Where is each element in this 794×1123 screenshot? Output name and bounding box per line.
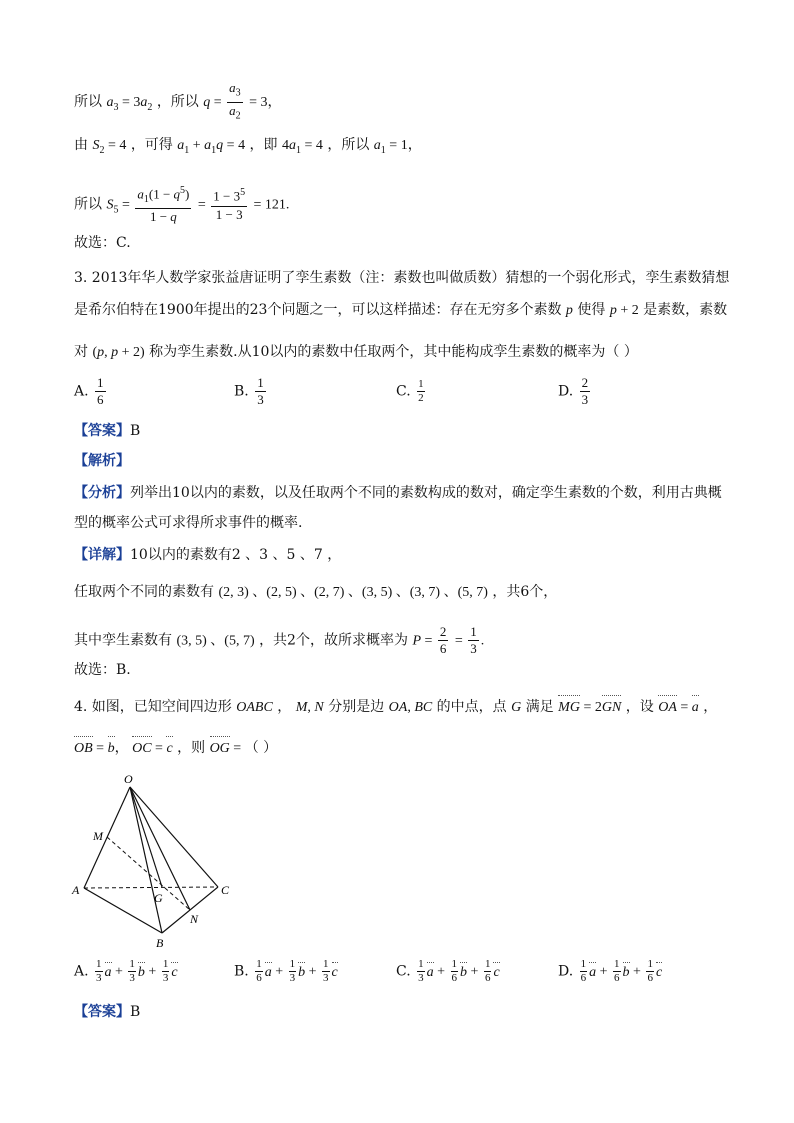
q4-stem-line-2: OB = b， OC = c ，则 OG = （ ） — [74, 738, 277, 759]
q4-option-a[interactable]: A. $\frac{1}{3}$ a + $\frac{1}{3}$ b + $\frac{1}{3}$ c — [74, 958, 178, 984]
q4-option-c[interactable]: C. $\frac{1}{3}$ a + $\frac{1}{6}$ b + $\frac{1}{6}$ c — [396, 958, 500, 984]
q3-analysis-tag: 【解析】 — [74, 453, 130, 469]
q3-answer: 【答案】B — [74, 423, 141, 439]
tetrahedron-figure — [70, 770, 250, 950]
label-G: G — [154, 891, 163, 905]
q4-option-d[interactable]: D. $\frac{1}{6}$ a + $\frac{1}{6}$ b + $\frac{1}{6}$ c — [558, 958, 663, 984]
q3-stem-line-3: 对 (p, p + 2) 称为孪生素数.从10以内的素数中任取两个，其中能构成孪生素数的概率为（ ） — [74, 344, 638, 360]
q3-stem-line-2: 是希尔伯特在1900年提出的23个问题之一，可以这样描述：存在无穷多个素数 p 使得 p + 2 是素数，素数 — [74, 302, 728, 318]
edge-AC — [84, 887, 218, 888]
q3-option-d[interactable]: D. $\frac{2}{3}$ — [558, 375, 589, 407]
q3-choose: 故选：B. — [74, 662, 131, 678]
solution-line-1: 所以 $a_3 = 3a_2$ ，所以 q = $\frac{a_3}{a_2}$ = 3， — [74, 80, 282, 122]
label-C: C — [221, 883, 230, 897]
label-N: N — [190, 912, 199, 926]
solution-line-3: 所以 $S_5$ = $\frac{a_1(1 - q^5)}{1 - q}$ = $\frac{1 - 3^5}{1 - 3}$ = 121. — [74, 185, 290, 224]
q3-detail-line-1: 【详解】10以内的素数有2 、3 、5 、7 ， — [74, 547, 342, 563]
q3-detail-line-3: 其中孪生素数有 (3, 5) 、(5, 7) ，共2个，故所求概率为 P = $\frac{2}{6}$ = $\frac{1}{3}$ . — [74, 624, 485, 656]
edge-AB — [84, 888, 162, 933]
label-M: M — [93, 829, 103, 843]
q3-option-c[interactable]: C. $\frac{1}{2}$ — [396, 378, 424, 404]
q3-fenxi-line-1: 【分析】列举出10以内的素数，以及任取两个不同的素数构成的数对，确定孪生素数的个数，利用古典概 — [74, 485, 722, 501]
edge-OB — [130, 787, 162, 933]
edge-OC — [130, 787, 218, 887]
q3-detail-line-2: 任取两个不同的素数有 (2, 3) 、(2, 5) 、(2, 7) 、(3, 5) 、(3, 7) 、(5, 7) ，共6个， — [74, 584, 558, 600]
answer-line: 故选：C. — [74, 235, 131, 251]
q4-option-b[interactable]: B. $\frac{1}{6}$ a + $\frac{1}{3}$ b + $\frac{1}{3}$ c — [234, 958, 338, 984]
q3-fenxi-line-2: 型的概率公式可求得所求事件的概率. — [74, 515, 303, 531]
q3-option-b[interactable]: B. $\frac{1}{3}$ — [234, 375, 264, 407]
segment-OG — [130, 787, 162, 887]
label-A: A — [72, 883, 80, 897]
solution-line-2: 由 $S_2 = 4$ ，可得 $a_1 + a_1q = 4$ ，即 $4a_1 = 4$ ，所以 $a_1 = 1$， — [74, 137, 422, 156]
label-B: B — [156, 936, 164, 950]
q4-stem-line-1: 4. 如图，已知空间四边形 OABC ， M, N 分别是边 OA, BC 的中点，点 G 满足 MG = 2GN ，设 OA = a ， — [74, 697, 717, 718]
q3-stem-line-1: 3. 2013年华人数学家张益唐证明了孪生素数（注：素数也叫做质数）猜想的一个弱化形式，孪生素数猜想 — [74, 270, 730, 286]
label-O: O — [124, 772, 133, 786]
q4-answer: 【答案】B — [74, 1004, 141, 1020]
q3-option-a[interactable]: A. $\frac{1}{6}$ — [74, 375, 104, 407]
